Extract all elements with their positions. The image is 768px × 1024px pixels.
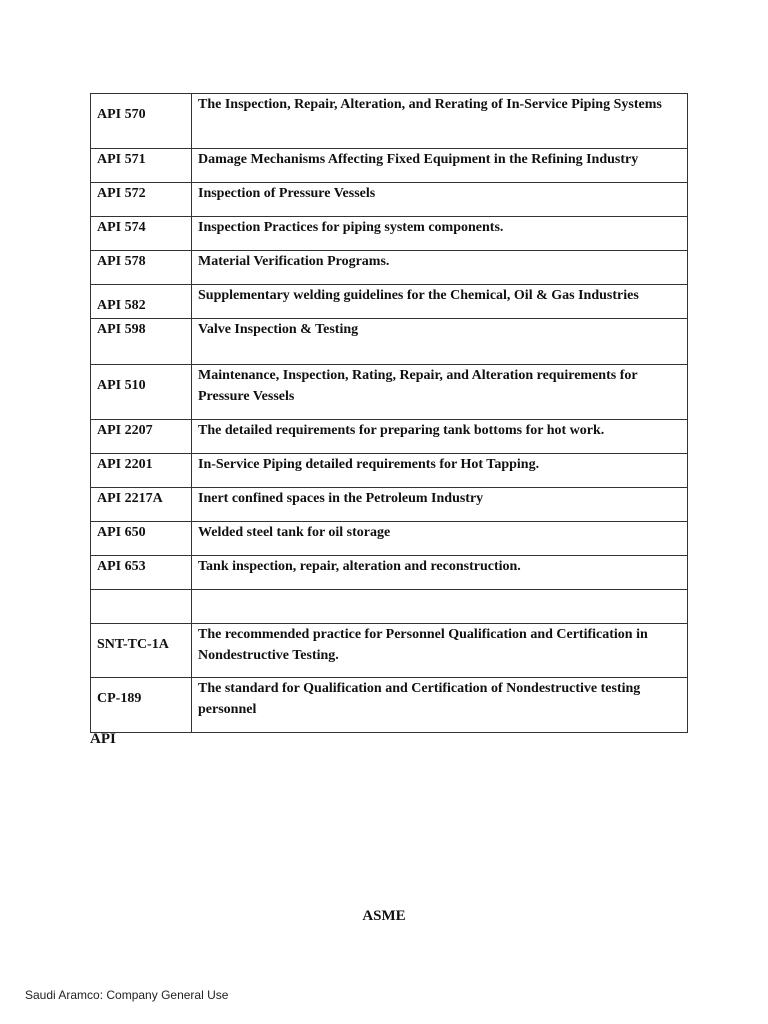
- standard-code: [91, 590, 192, 624]
- section-heading-asme: ASME: [362, 908, 406, 924]
- standard-code: API 570: [91, 94, 192, 149]
- standard-code: API 653: [91, 556, 192, 590]
- table-row: [91, 365, 688, 420]
- table-row: [91, 420, 688, 454]
- standard-description: Tank inspection, repair, alteration and reconstruction.: [192, 556, 688, 590]
- standard-description: In-Service Piping detailed requirements for Hot Tapping.: [192, 454, 688, 488]
- standard-description: Supplementary welding guidelines for the Chemical, Oil & Gas Industries: [192, 285, 688, 319]
- table-row: [91, 149, 688, 183]
- standard-code: API 2207: [91, 420, 192, 454]
- table-row: [91, 217, 688, 251]
- standards-table: [90, 93, 688, 733]
- standard-description: Damage Mechanisms Affecting Fixed Equipment in the Refining Industry: [192, 149, 688, 183]
- standard-code: API 578: [91, 251, 192, 285]
- standard-description: Inspection Practices for piping system components.: [192, 217, 688, 251]
- table-row: [91, 285, 688, 319]
- table-row: [91, 488, 688, 522]
- table-row: [91, 556, 688, 590]
- standard-code: API 510: [91, 365, 192, 420]
- standard-description: Maintenance, Inspection, Rating, Repair, and Alteration requirements for Pressure Vessels: [192, 365, 688, 420]
- table-row: [91, 251, 688, 285]
- standard-description: Inert confined spaces in the Petroleum Industry: [192, 488, 688, 522]
- table-row-empty: [91, 590, 688, 624]
- standard-code: API 2201: [91, 454, 192, 488]
- classification-footer: Saudi Aramco: Company General Use: [25, 988, 229, 1002]
- standard-description: Valve Inspection & Testing: [192, 319, 688, 365]
- standard-code: SNT-TC-1A: [91, 624, 192, 678]
- table-row: [91, 319, 688, 365]
- standard-description: Inspection of Pressure Vessels: [192, 183, 688, 217]
- standard-code: API 582: [91, 285, 192, 319]
- standard-description: Material Verification Programs.: [192, 251, 688, 285]
- standard-code: API 571: [91, 149, 192, 183]
- standard-description: Welded steel tank for oil storage: [192, 522, 688, 556]
- standard-code: API 2217A: [91, 488, 192, 522]
- table-row: [91, 624, 688, 678]
- api-label: API: [90, 731, 116, 747]
- standard-code: CP-189: [91, 678, 192, 733]
- standard-code: API 574: [91, 217, 192, 251]
- standard-description: The detailed requirements for preparing tank bottoms for hot work.: [192, 420, 688, 454]
- standard-code: API 598: [91, 319, 192, 365]
- standard-description: The standard for Qualification and Certification of Nondestructive testing personnel: [192, 678, 688, 733]
- standard-description: The recommended practice for Personnel Qualification and Certification in Nondestructive Testing.: [192, 624, 688, 678]
- standard-code: API 650: [91, 522, 192, 556]
- table-row: [91, 522, 688, 556]
- standard-description: The Inspection, Repair, Alteration, and Rerating of In-Service Piping Systems: [192, 94, 688, 149]
- table-row: [91, 454, 688, 488]
- standard-code: API 572: [91, 183, 192, 217]
- table-row: [91, 183, 688, 217]
- standard-description: [192, 590, 688, 624]
- table-row: [91, 678, 688, 733]
- table-row: [91, 94, 688, 149]
